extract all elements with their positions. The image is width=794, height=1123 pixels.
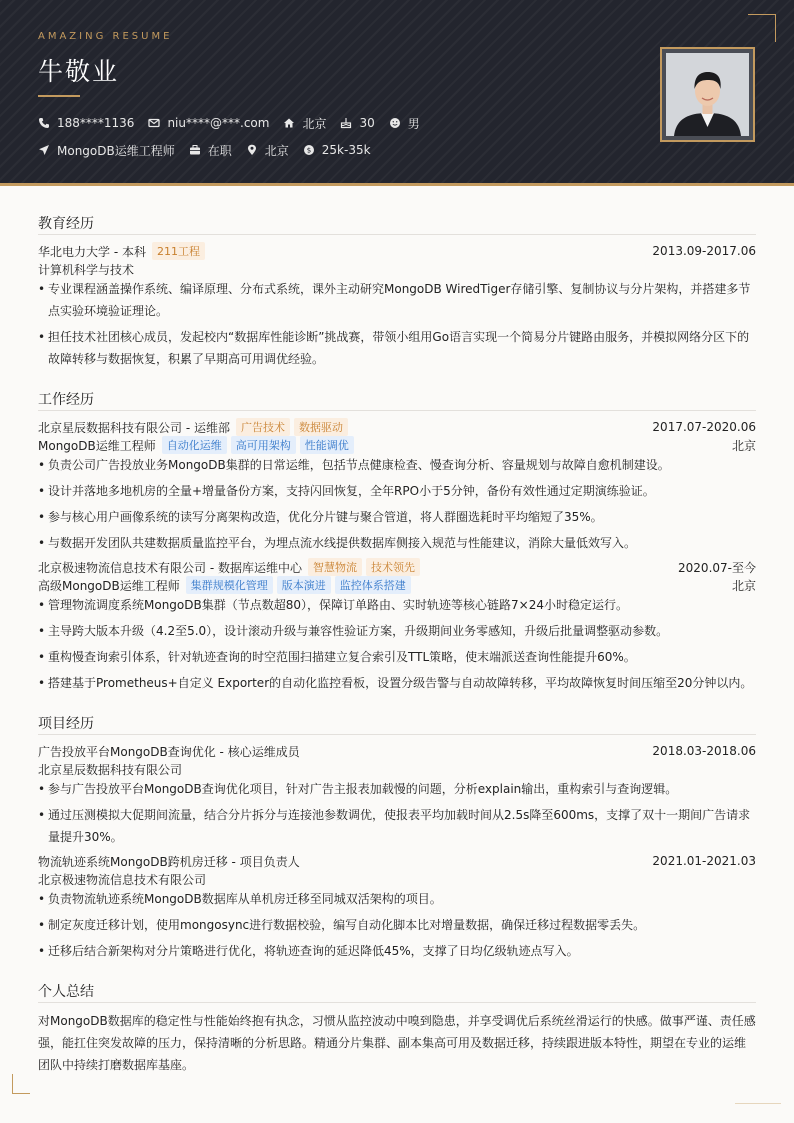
age-text: 30 — [359, 116, 375, 130]
project-title: 广告投放平台MongoDB查询优化 - 核心运维成员 — [38, 744, 300, 759]
corner-decoration — [12, 1074, 30, 1094]
project-dates: 2021.01-2021.03 — [652, 854, 756, 868]
list-item: • 搭建基于Prometheus+自定义 Exporter的自动化监控看板，设置分级告警与自动故障转移，平均故障恢复时间压缩至20分钟以内。 — [38, 672, 756, 694]
list-item: • 重构慢查询索引体系，针对轨迹查询的时空范围扫描建立复合索引及TTL策略，使末端派送查询性能提升60%。 — [38, 646, 756, 668]
project-title-row — [38, 853, 756, 869]
svg-text:$: $ — [306, 146, 311, 155]
name-underline — [38, 95, 80, 97]
project-company: 北京星辰数据科技有限公司 — [38, 762, 183, 777]
project-title-row — [38, 743, 756, 759]
school-tag: 211工程 — [152, 242, 205, 260]
project-company: 北京极速物流信息技术有限公司 — [38, 872, 207, 887]
education-major-row — [38, 261, 756, 277]
list-item: • 专业课程涵盖操作系统、编译原理、分布式系统，课外主动研究MongoDB WiredTiger存储引擎、复制协议与分片架构，并搭建多节点实验环境验证理论。 — [38, 278, 756, 322]
briefcase-icon — [189, 144, 201, 156]
role-tag: 版本演进 — [277, 576, 331, 594]
list-item: • 制定灰度迁移计划，使用mongosync进行数据校验，编写自动化脚本比对增量数据，确保迁移过程数据零丢失。 — [38, 914, 756, 936]
company-tag: 智慧物流 — [308, 558, 362, 576]
salary-text: 25k-35k — [321, 143, 371, 157]
list-item: • 负责公司广告投放业务MongoDB集群的日常运维，包括节点健康检查、慢查询分析、容量规划与故障自愈机制建设。 — [38, 454, 756, 476]
section-title-education: 教育经历 — [38, 216, 94, 232]
company-tag: 数据驱动 — [294, 418, 348, 436]
gender-text: 男 — [407, 116, 420, 131]
person-portrait-icon — [666, 53, 749, 136]
contact-row — [38, 115, 434, 131]
candidate-name: 牛敬业 — [38, 57, 120, 86]
phone-item — [38, 115, 134, 131]
company-name: 北京星辰数据科技有限公司 - 运维部 — [38, 420, 230, 435]
coin-icon — [303, 144, 315, 156]
email-text: niu****@***.com — [167, 116, 270, 130]
role-name: MongoDB运维工程师 — [38, 438, 156, 453]
list-item: • 负责物流轨迹系统MongoDB数据库从单机房迁移至同城双活架构的项目。 — [38, 888, 756, 910]
role-name: 高级MongoDB运维工程师 — [38, 578, 180, 593]
section-title-projects: 项目经历 — [38, 716, 94, 732]
city-item — [246, 142, 289, 158]
list-item: • 管理物流调度系统MongoDB集群（节点数超80），保障订单路由、实时轨迹等核心链路7×24小时稳定运行。 — [38, 594, 756, 616]
work-role-row — [38, 577, 756, 593]
list-item: • 与数据开发团队共建数据质量监控平台，为埋点流水线提供数据库侧接入规范与性能建议，消除大量低效写入。 — [38, 532, 756, 554]
list-item: • 通过压测模拟大促期间流量，结合分片拆分与连接池参数调优，使报表平均加载时间从2.5s降至600ms，支撑了双十一期间广告请求量提升30%。 — [38, 804, 756, 848]
company-tag: 技术领先 — [366, 558, 420, 576]
salary-item — [303, 142, 371, 158]
project-company-row — [38, 871, 756, 887]
role-tag: 监控体系搭建 — [335, 576, 411, 594]
section-title-summary: 个人总结 — [38, 984, 94, 1000]
section-divider — [38, 410, 756, 411]
company-name: 北京极速物流信息技术有限公司 - 数据库运维中心 — [38, 560, 302, 575]
section-title-work: 工作经历 — [38, 392, 94, 408]
school-name: 华北电力大学 - 本科 — [38, 244, 146, 259]
resume-header — [0, 0, 794, 183]
major-name: 计算机科学与技术 — [38, 262, 135, 277]
section-divider — [38, 234, 756, 235]
age-item — [340, 115, 374, 131]
summary-text: 对MongoDB数据库的稳定性与性能始终抱有执念，习惯从监控波动中嗅到隐患，并享受调优后系统丝滑运行的快感。做事严谨、责任感强，能扛住突发故障的压力，保持清晰的分析思路。精通分片集群、副本集高可用及数据迁移，持续跟进版本特性，期望在专业的运维团队中持续打磨数据库基座。 — [38, 1014, 756, 1072]
mail-icon — [148, 117, 160, 129]
corner-decoration — [748, 14, 776, 42]
section-divider — [38, 734, 756, 735]
work-company-row — [38, 559, 756, 575]
location-pin-icon — [246, 144, 258, 156]
corner-decoration — [735, 1103, 781, 1104]
section-divider — [38, 1002, 756, 1003]
hometown-item — [283, 115, 326, 131]
role-tag: 集群规模化管理 — [186, 576, 273, 594]
work-company-row — [38, 419, 756, 435]
education-dates: 2013.09-2017.06 — [652, 244, 756, 258]
project-company-row — [38, 761, 756, 777]
position-text: MongoDB运维工程师 — [57, 143, 175, 158]
project-title: 物流轨迹系统MongoDB跨机房迁移 - 项目负责人 — [38, 854, 300, 869]
role-tag: 性能调优 — [300, 436, 354, 454]
education-header-row — [38, 243, 756, 259]
work-dates: 2017.07-2020.06 — [652, 420, 756, 434]
phone-text: 188****1136 — [57, 116, 135, 130]
role-tag: 自动化运维 — [162, 436, 227, 454]
resume-label: AMAZING RESUME — [38, 31, 173, 42]
work-city: 北京 — [731, 438, 756, 453]
list-item: • 主导跨大版本升级（4.2至5.0），设计滚动升级与兼容性验证方案，升级期间业务零感知，升级后批量调整驱动参数。 — [38, 620, 756, 642]
avatar — [666, 53, 749, 136]
status-text: 在职 — [207, 143, 232, 158]
hometown-text: 北京 — [302, 116, 327, 131]
work-city: 北京 — [731, 578, 756, 593]
company-tag: 广告技术 — [236, 418, 290, 436]
list-item: • 迁移后结合新架构对分片策略进行优化，将轨迹查询的延迟降低45%，支撑了日均亿级轨迹点写入。 — [38, 940, 756, 962]
home-icon — [283, 117, 295, 129]
email-item — [148, 115, 269, 131]
project-dates: 2018.03-2018.06 — [652, 744, 756, 758]
send-icon — [38, 144, 50, 156]
gender-item — [389, 115, 420, 131]
city-text: 北京 — [264, 143, 289, 158]
list-item: • 担任技术社团核心成员，发起校内“数据库性能诊断”挑战赛，带领小组用Go语言实现一个简易分片键路由服务，并模拟网络分区下的故障转移与数据恢复，积累了早期高可用调优经验。 — [38, 326, 756, 370]
status-item — [189, 142, 232, 158]
list-item: • 设计并落地多地机房的全量+增量备份方案，支持闪回恢复，全年RPO小于5分钟，备份有效性通过定期演练验证。 — [38, 480, 756, 502]
list-item: • 参与核心用户画像系统的读写分离架构改造，优化分片键与聚合管道，将人群圈选耗时平均缩短了35%。 — [38, 506, 756, 528]
cake-icon — [340, 117, 352, 129]
work-role-row — [38, 437, 756, 453]
work-dates: 2020.07-至今 — [678, 560, 756, 575]
phone-icon — [38, 117, 50, 129]
position-item — [38, 142, 175, 158]
profile-photo — [660, 47, 755, 142]
smile-icon — [389, 117, 401, 129]
header-divider — [0, 183, 794, 186]
list-item: • 参与广告投放平台MongoDB查询优化项目，针对广告主报表加载慢的问题，分析explain输出，重构索引与查询逻辑。 — [38, 778, 756, 800]
job-intent-row — [38, 142, 385, 158]
role-tag: 高可用架构 — [231, 436, 296, 454]
